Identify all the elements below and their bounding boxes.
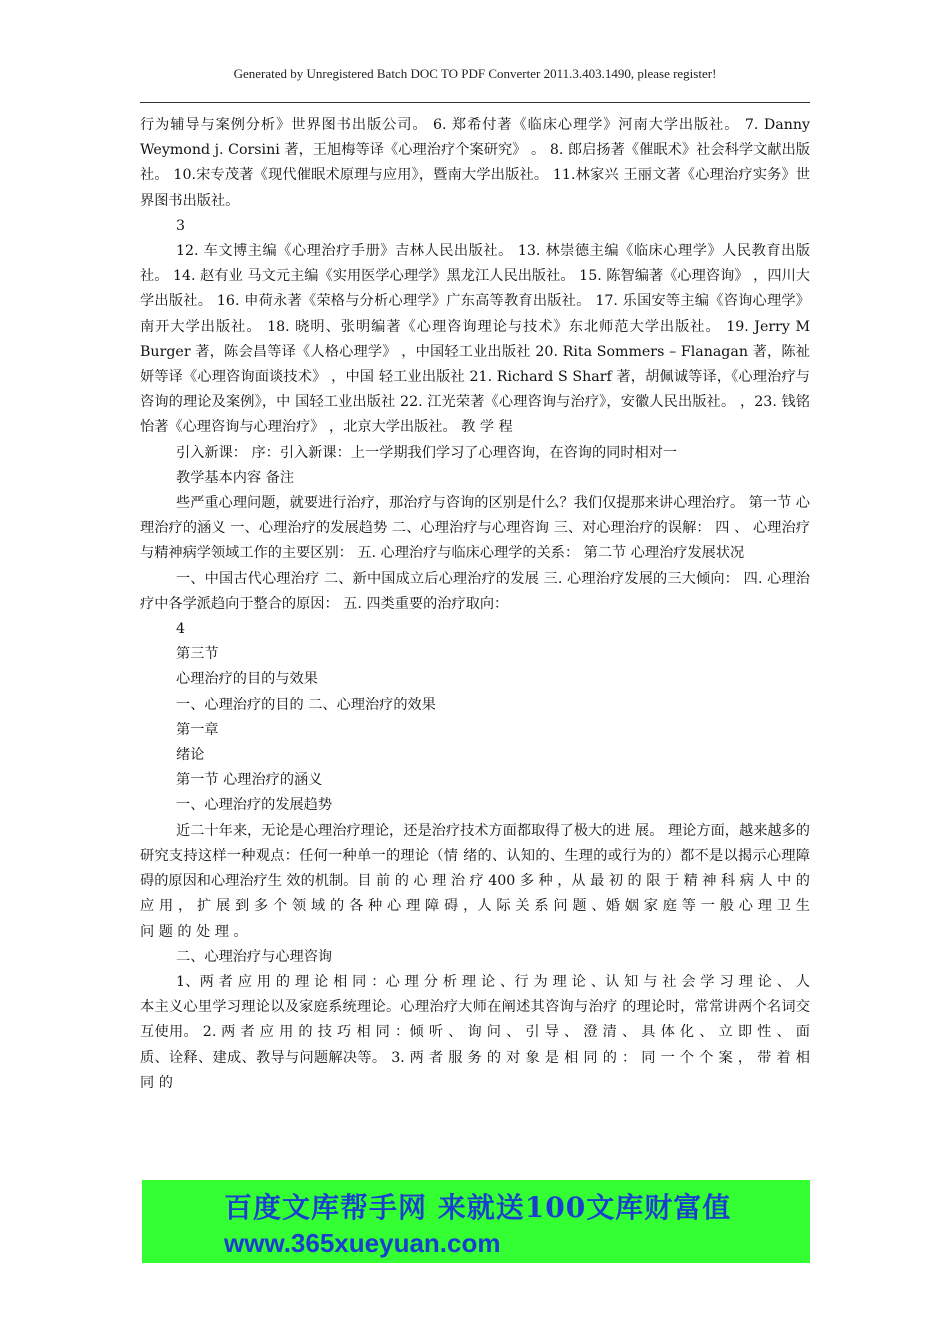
subsection-heading-2: 二、心理治疗与心理咨询: [176, 948, 333, 965]
subsection-heading-1: 一、心理治疗的发展趋势: [176, 797, 333, 814]
section-heading-3: 第三节: [176, 646, 219, 663]
converter-header: Generated by Unregistered Batch DOC TO PDF Converter 2011.3.403.1490, please register!: [233, 66, 717, 81]
chapter-title: 绪论: [176, 747, 205, 764]
paragraph-intro: 引入新课： 序：引入新课：上一学期我们学习了心理咨询，在咨询的同时相对一: [176, 444, 678, 461]
paragraph-comparison: 1、两 者 应 用 的 理 论 相 同 ：心 理 分 析 理 论 、行 为 理 论 、认 知 与 社 会 学 习 理 论 、 人本主义心里学习理论以及家庭系统理论。心理治疗大师在阐述其咨询与治疗 的理论时，常常讲两个名词交互使用。 2. 两 者 应 用 的 技 巧 相 同 ：倾 听 、 询 问 、 引 导 、 澄 清 、 具 体 化 、 立 即 性 、 面 质、诠释、建成、教导与问题解决等。 3. 两 者 服 务 的 对 象 是 相 同 的 ： 同 一 个 个 案 ， 带 着 相 同 的: [140, 973, 810, 1091]
section-heading-1: 第一节 心理治疗的涵义: [176, 772, 323, 789]
paragraph-trends: 近二十年来，无论是心理治疗理论，还是治疗技术方面都取得了极大的进 展。 理论方面，越来越多的研究支持这样一种观点：任何一种单一的理论（情 绪的、认知的、生理的或行为的）都不是以揭示心理障碍的原因和心理治疗生 效的机制。目 前 的 心 理 治 疗 400 多 种 ，从 最 初 的 限 于 精 神 科 病 人 中 的 应 用 ， 扩 展 到 多 个 领 域 的 各 种 心 理 障 碍 ，人 际 关 系 问 题 、婚 姻 家 庭 等 一 般 心 理 卫 生 问 题 的 处 理 。: [140, 822, 810, 940]
page-number-4: 4: [176, 621, 186, 638]
section-title-goals: 心理治疗的目的与效果: [176, 671, 318, 688]
paragraph-outline-2: 一、中国古代心理治疗 二、新中国成立后心理治疗的发展 三. 心理治疗发展的三大倾向： 四. 心理治疗中各学派趋向于整合的原因： 五. 四类重要的治疗取向：: [140, 570, 810, 612]
header-divider: [140, 102, 810, 103]
paragraph-references-2: 12. 车文博主编《心理治疗手册》吉林人民出版社。 13. 林崇德主编《临床心理学》人民教育出版社。 14. 赵有业 马文元主编《实用医学心理学》黑龙江人民出版社。 15. 陈智编著《心理咨询》 ，四川大学出版社。 16. 申荷永著《荣格与分析心理学》广东高等教育出版社。 17. 乐国安等主编《咨询心理学》南开大学出版社。 18. 晓明、张明编著《心理咨询理论与技术》东北师范大学出版社。 19. Jerry M Burger 著，陈会昌等译《人格心理学》 ，中国轻工业出版社 20. Rita Sommers – Flanagan 著，陈祉妍等译《心理咨询面谈技术》 ，中国 轻工业出版社 21. Richard S Sharf 著，胡佩诚等译，《心理治疗与咨询的理论及案例》，中 国轻工业出版社 22. 江光荣著《心理咨询与治疗》，安徽人民出版社。 ，23. 钱铭怡著《心理咨询与心理治疗》 ，北京大学出版社。 教 学 程: [140, 243, 810, 436]
document-body: [140, 113, 810, 1096]
paragraph-outline-1: 些严重心理问题，就要进行治疗，那治疗与咨询的区别是什么？我们仅提那来讲心理治疗。 第一节 心理治疗的涵义 一、心理治疗的发展趋势 二、心理治疗与心理咨询 三、对心理治疗的误解： 四 、 心理治疗与精神病学领域工作的主要区别： 五. 心理治疗与临床心理学的关系： 第二节 心理治疗发展状况: [140, 495, 810, 562]
ad-banner-title: 百度文库帮手网 来就送100文库财富值: [224, 1191, 732, 1224]
ad-banner[interactable]: [142, 1180, 810, 1263]
section-subitems: 一、心理治疗的目的 二、心理治疗的效果: [176, 696, 436, 713]
paragraph-references-1: 行为辅导与案例分析》世界图书出版公司。 6. 郑希付著《临床心理学》河南大学出版社。 7. Danny Weymond j. Corsini 著，王旭梅等译《心理治疗个案研究》 。 8. 郎启扬著《催眠术》社会科学文献出版社。 10.宋专茂著《现代催眠术原理与应用》，暨南大学出版社。 11.林家兴 王丽文著《心理治疗实务》世界图书出版社。: [140, 117, 810, 209]
page-number-3: 3: [176, 217, 186, 234]
ad-banner-url[interactable]: www.365xueyuan.com: [224, 1228, 501, 1258]
paragraph-basic-content: 教学基本内容 备注: [176, 469, 295, 486]
chapter-heading: 第一章: [176, 721, 219, 738]
